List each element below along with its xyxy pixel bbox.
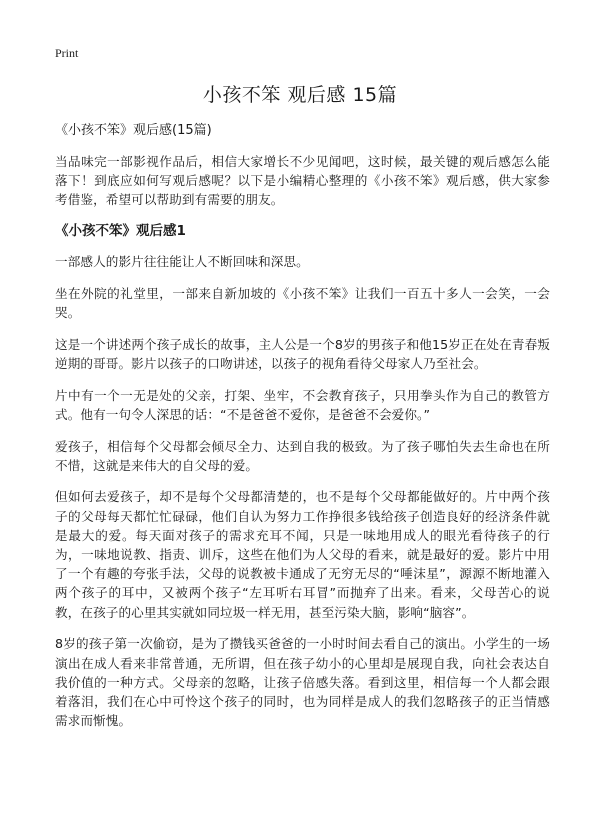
body-paragraph: 这是一个讲述两个孩子成长的故事，主人公是一个8岁的男孩子和他15岁正在处在青春叛逆期的哥哥。影片以孩子的口吻讲述，以孩子的视角看待父母家人乃至社会。 [55,336,550,371]
body-paragraph: 爱孩子，相信每个父母都会倾尽全力、达到自我的极致。为了孩子哪怕失去生命也在所不惜，这就是来伟大的自父母的爱。 [55,438,550,473]
document-subtitle: 《小孩不笨》观后感(15篇) [55,123,212,138]
body-paragraph: 8岁的孩子第一次偷窃，是为了攒钱买爸爸的一小时时间去看自己的演出。小学生的一场演出在成人看来非常普通，无所谓，但在孩子幼小的心里却是展现自我，向社会表达自我价值的一种方式。父母亲的忽略，让孩子倍感失落。看到这里，相信每一个人都会跟着落泪，我们在心中可怜这个孩子的同时，也为同样是成人的我们忽略孩子的正当情感需求而惭愧。 [55,636,550,729]
print-link[interactable]: Print [55,46,79,60]
body-paragraph: 片中有一个一无是处的父亲，打架、坐牢，不会教育孩子，只用拳头作为自己的教管方式。他有一句令人深思的话：“不是爸爸不爱你，是爸爸不会爱你。” [55,387,550,422]
body-paragraph: 坐在外院的礼堂里，一部来自新加坡的《小孩不笨》让我们一百五十多人一会笑，一会哭。 [55,285,550,321]
document-title: 小孩不笨 观后感 15篇 [202,84,398,106]
intro-paragraph: 当品味完一部影视作品后，相信大家增长不少见闻吧，这时候，最关键的观后感怎么能落下！到底应如何写观后感呢？以下是小编精心整理的《小孩不笨》观后感，供大家参考借鉴，希望可以帮助到有需要的朋友。 [55,154,550,208]
body-paragraph: 一部感人的影片往往能让人不断回味和深思。 [55,254,309,270]
body-paragraph: 但如何去爱孩子，却不是每个父母都清楚的，也不是每个父母都能做好的。片中两个孩子的父母每天都忙忙碌碌，他们自认为努力工作挣很多钱给孩子创造良好的经济条件就是最大的爱。每天面对孩子的需求充耳不闻，只是一味地用成人的眼光看待孩子的行为，一味地说教、指责、训斥，这些在他们为人父母的看来，就是最好的爱。影片中用了一个有趣的夸张手法，父母的说教被卡通成了无穷无尽的“唾沫星”，源源不断地灌入两个孩子的耳中，又被两个孩子“左耳听右耳冒”而抛弃了出来。看来，父母苦心的说教，在孩子的心里其实就如同垃圾一样无用，甚至污染大脑，影响“脑容”。 [55,489,550,620]
section-heading: 《小孩不笨》观后感1 [55,223,186,240]
document-body [55,122,550,743]
